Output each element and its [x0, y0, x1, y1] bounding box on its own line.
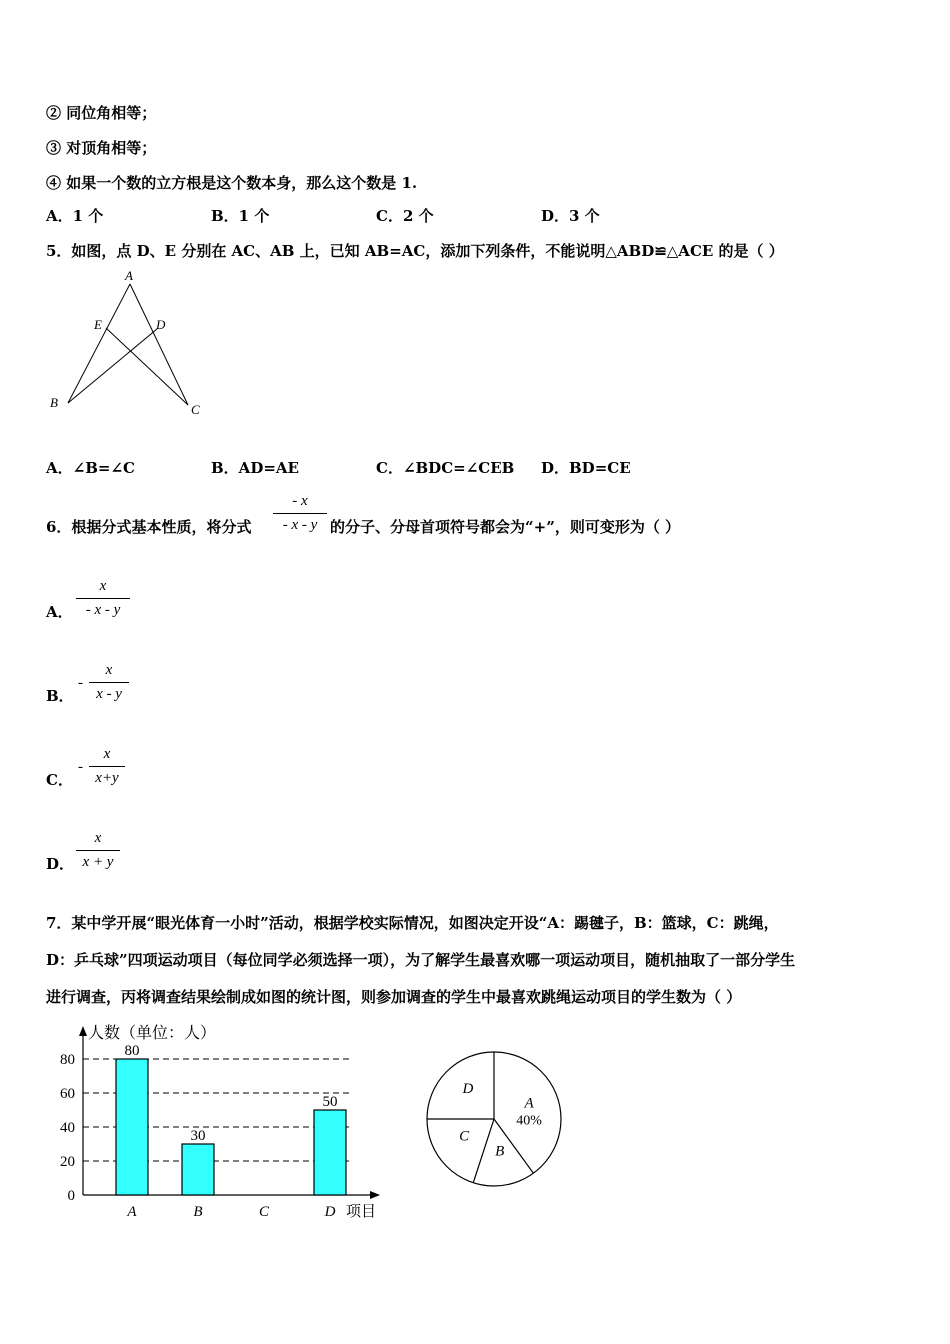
bar-value-label-A: 80 [124, 1043, 140, 1059]
y-tick-label: 0 [67, 1188, 75, 1204]
fraction-numerator: - x [292, 493, 308, 509]
fraction-denominator: - x - y [282, 517, 318, 533]
segment-ce [106, 328, 188, 405]
x-category-label-D: D [324, 1204, 336, 1220]
pie-slice-edge-C [473, 1119, 494, 1183]
q6-option-a-fraction: x - x - y [76, 578, 130, 619]
bar-chart-ylabel: 人数（单位：人） [88, 1025, 217, 1042]
bar-value-label-B: 30 [190, 1128, 206, 1144]
x-category-label-B: B [193, 1204, 203, 1220]
pie-slice-label-D: D [462, 1080, 474, 1097]
q6-option-c-fraction: x x+y [89, 746, 125, 787]
q4-item-2: ② 同位角相等； [46, 104, 157, 122]
q4-option-c: C．2 个 [376, 207, 434, 225]
segment-be [68, 329, 157, 403]
x-axis-arrow [370, 1191, 380, 1199]
label-e: E [94, 317, 102, 332]
label-a: A [125, 268, 133, 283]
y-tick-label: 40 [60, 1120, 75, 1136]
q6-option-c-sign: - [78, 759, 83, 775]
q7-line-2: D：乒乓球”四项运动项目（每位同学必须选择一项），为了解学生最喜欢哪一项运动项目，随机抽取了一部分学生 [46, 951, 796, 969]
bar-value-label-D: 50 [322, 1094, 338, 1110]
y-axis-arrow [79, 1026, 87, 1036]
q7-line-3: 进行调查，丙将调查结果绘制成如图的统计图，则参加调查的学生中最喜欢跳绳运动项目的学生数为（ ） [46, 988, 742, 1006]
label-c: C [191, 402, 200, 417]
q4-option-d: D．3 个 [541, 207, 600, 225]
q6-option-d-fraction: x x + y [76, 830, 120, 871]
q6-option-d-label: D． [46, 855, 75, 873]
q6-option-a-label: A． [46, 603, 73, 621]
q4-item-4: ④ 如果一个数的立方根是这个数本身，那么这个数是 1. [46, 174, 418, 192]
pie-slice-label-C: C [459, 1128, 470, 1145]
q5-option-b: B．AD=AE [211, 459, 299, 477]
q6-stem-after: 的分子、分母首项符号都会为“+”，则可变形为（ ） [330, 518, 681, 536]
q5-option-d: D．BD=CE [541, 459, 631, 477]
q6-option-b-label: B． [46, 687, 74, 705]
x-category-label-A: A [127, 1204, 137, 1220]
bar-D [314, 1110, 346, 1195]
bar-chart [40, 1018, 390, 1228]
label-b: B [50, 395, 58, 410]
q5-option-a: A．∠B=∠C [46, 459, 135, 477]
q5-option-c: C．∠BDC=∠CEB [376, 459, 515, 477]
q6-fraction [273, 493, 327, 534]
bar-B [182, 1144, 214, 1195]
q5-triangle-figure [40, 268, 220, 420]
q6-option-b-fraction: x x - y [89, 662, 129, 703]
q6-option-b-sign: - [78, 675, 83, 691]
y-tick-label: 80 [60, 1052, 75, 1068]
pie-slice-value-A: 40% [516, 1113, 542, 1129]
bar-A [116, 1059, 148, 1195]
pie-chart [420, 1045, 570, 1195]
pie-slice-label-A: A [524, 1095, 534, 1112]
q6-stem-before: 6．根据分式基本性质，将分式 [46, 518, 252, 536]
label-d: D [156, 317, 166, 332]
pie-slice-label-B: B [495, 1143, 505, 1160]
q4-item-3: ③ 对顶角相等； [46, 139, 157, 157]
x-category-label-C: C [258, 1204, 270, 1220]
segment-ab [68, 284, 130, 403]
q4-option-b: B．1 个 [211, 207, 270, 225]
q4-option-a: A．1 个 [46, 207, 104, 225]
y-tick-label: 60 [60, 1086, 75, 1102]
bar-chart-xlabel: 项目 [346, 1204, 377, 1220]
q5-stem: 5．如图，点 D、E 分别在 AC、AB 上，已知 AB=AC，添加下列条件，不能说明△ABD≌△ACE 的是（ ） [46, 242, 784, 260]
y-tick-label: 20 [60, 1154, 75, 1170]
q7-line-1: 7．某中学开展“眼光体育一小时”活动，根据学校实际情况，如图决定开设“A：踢毽子，B：篮球，C：跳绳， [46, 914, 779, 932]
q6-option-c-label: C． [46, 771, 73, 789]
